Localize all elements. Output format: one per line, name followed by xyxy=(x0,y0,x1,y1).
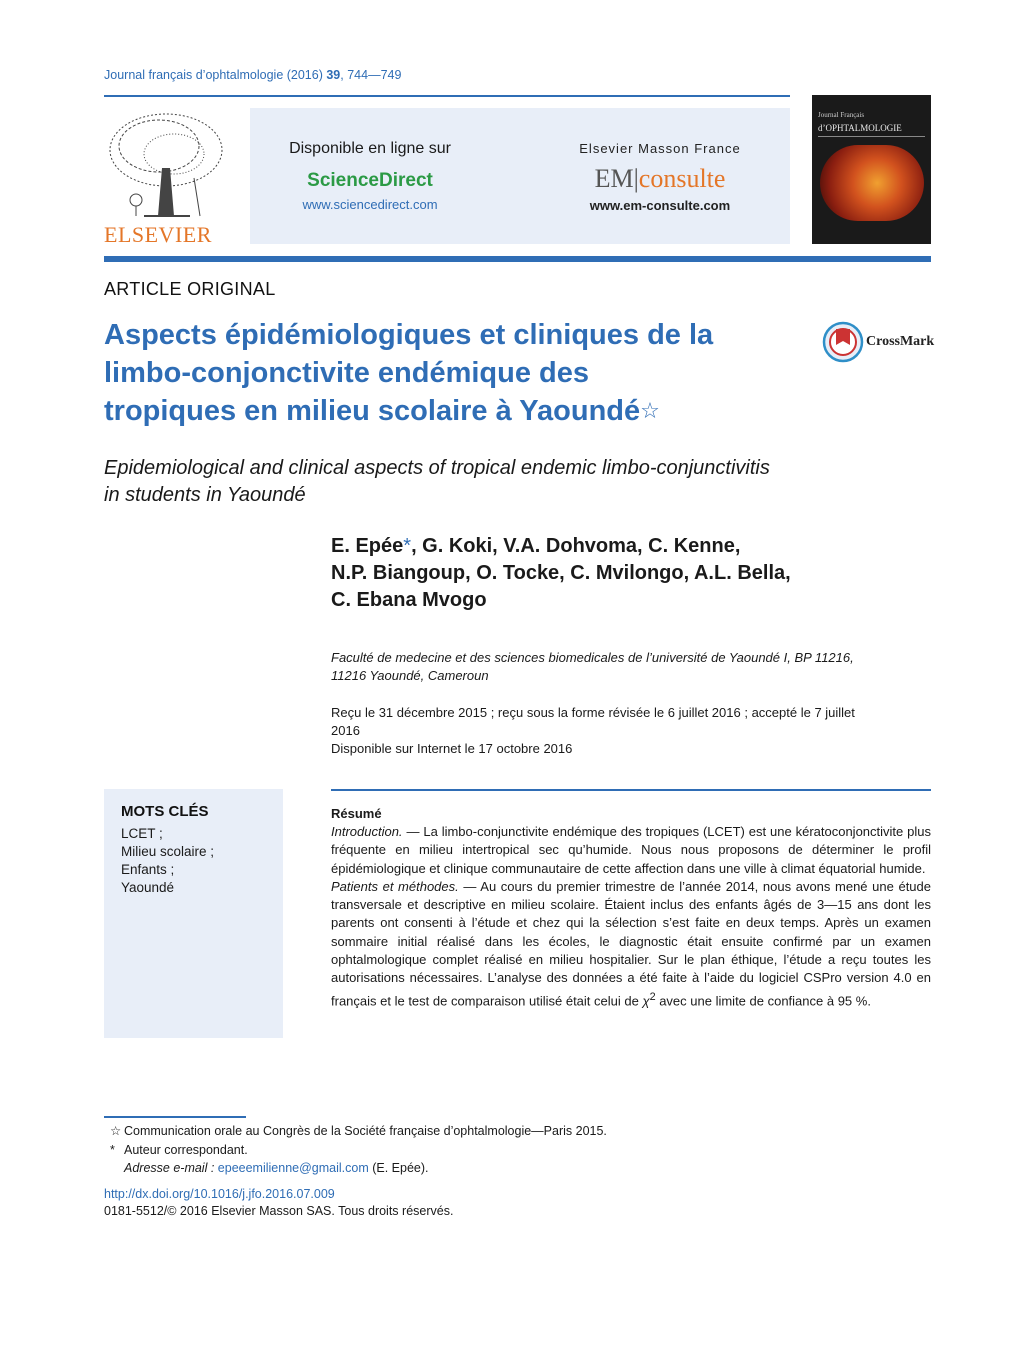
keyword-item: Yaoundé xyxy=(121,880,175,895)
available-online-label: Disponible en ligne sur xyxy=(289,140,451,157)
email-link[interactable]: epeeemilienne@gmail.com xyxy=(217,1161,369,1175)
title-footnote-star[interactable]: ☆ xyxy=(640,398,660,423)
article-dates: Reçu le 31 décembre 2015 ; reçu sous la forme révisée le 6 juillet 2016 ; accepté le 7 juillet 2016 Disponible sur Internet le 17 octobre 2016 xyxy=(331,705,855,756)
footnote-rule xyxy=(104,1116,246,1118)
corresponding-author-asterisk[interactable]: * xyxy=(403,535,412,557)
crossmark-icon[interactable] xyxy=(822,321,864,363)
sciencedirect-link[interactable]: www.sciencedirect.com xyxy=(302,197,438,212)
keyword-item: LCET ; xyxy=(121,826,163,841)
article-type: ARTICLE ORIGINAL xyxy=(104,279,276,299)
em-consulte-logo: EM|consulte xyxy=(594,164,726,193)
doi-link[interactable]: http://dx.doi.org/10.1016/j.jfo.2016.07.009 xyxy=(104,1187,335,1201)
keyword-item: Enfants ; xyxy=(121,862,175,877)
keywords-title: MOTS CLÉS xyxy=(121,803,209,820)
footnotes xyxy=(104,1122,804,1178)
journal-volume: 39 xyxy=(326,68,341,82)
abstract-rule xyxy=(331,789,931,791)
footnote-star: ☆ Communication orale au Congrès de la Société française d’ophtalmologie—Paris 2015. xyxy=(110,1124,607,1138)
footnote-email: Adresse e-mail : epeeemilienne@gmail.com (E. Epée). xyxy=(124,1161,429,1175)
crossmark-label[interactable]: CrossMark xyxy=(866,334,935,349)
journal-reference xyxy=(104,68,401,82)
author-list: E. Epée*, G. Koki, V.A. Dohvoma, C. Kenne, N.P. Biangoup, O. Tocke, C. Mvilongo, A.L. Bella, C. Ebana Mvogo xyxy=(331,535,791,611)
affiliation: Faculté de medecine et des sciences biomedicales de l’université de Yaoundé I, BP 11216, 11216 Yaoundé, Cameroun xyxy=(331,650,854,683)
journal-name: Journal français d’ophtalmologie (2016) xyxy=(104,68,327,82)
abstract-heading: Résumé xyxy=(331,806,382,821)
copyright: 0181-5512/© 2016 Elsevier Masson SAS. Tous droits réservés. xyxy=(104,1204,454,1218)
english-title: Epidemiological and clinical aspects of tropical endemic limbo-conjunctivitis in students in Yaoundé xyxy=(104,457,770,506)
em-consulte-link[interactable]: www.em-consulte.com xyxy=(589,198,731,213)
sciencedirect-logo: ScienceDirect xyxy=(307,170,433,191)
keywords-list xyxy=(121,825,214,897)
em-label: Elsevier Masson France xyxy=(579,141,741,156)
journal-cover: Journal Français d’OPHTALMOLOGIE xyxy=(812,95,931,244)
fundus-image xyxy=(820,145,924,221)
abstract-body xyxy=(331,823,931,1010)
header-rule xyxy=(104,256,931,262)
elsevier-wordmark: ELSEVIER xyxy=(104,222,212,247)
publisher-banner xyxy=(250,108,790,244)
article-title: Aspects épidémiologiques et cliniques de la limbo-conjonctivite endémique des tropiques en milieu scolaire à Yaoundé☆ xyxy=(104,319,714,427)
keyword-item: Milieu scolaire ; xyxy=(121,844,215,859)
top-rule xyxy=(104,95,790,97)
abstract-methods: Patients et méthodes. — Au cours du premier trimestre de l’année 2014, nous avons mené une étude transversale et descriptive en milieu scolaire. Étaient inclus des enfants âgés de 3—15 ans dont les parents ont consenti à l’étude et chez qui la sélection s’est faite en deux temps. Après un examen sommaire initial réalisé dans les écoles, le diagnostic était ensuite confirmé par un examen ophtalmologique complet réalisé en milieu hospitalier. Sur le plan éthique, l’étude a reçu toutes les autorisations nécessaires. L’analyse des données a été faite à l’aide du logiciel CSPro version 4.0 en français et le test de comparaison utilisé était celui de $\chi^2$ avec une limite de confiance à 95 %. xyxy=(331,878,931,1008)
abstract-introduction: Introduction. — La limbo-conjunctivite endémique des tropiques (LCET) est une kératoconjonctivite plus fréquente en milieu intertropical sec qu’humide. Nous nous proposons de déterminer le profil épidémiologique et clinique communautaire de cette affection dans une ville à climat équatorial humide. xyxy=(331,824,931,876)
journal-pages: , 744—749 xyxy=(340,68,402,82)
footnote-corresponding: * Auteur correspondant. xyxy=(110,1142,248,1157)
